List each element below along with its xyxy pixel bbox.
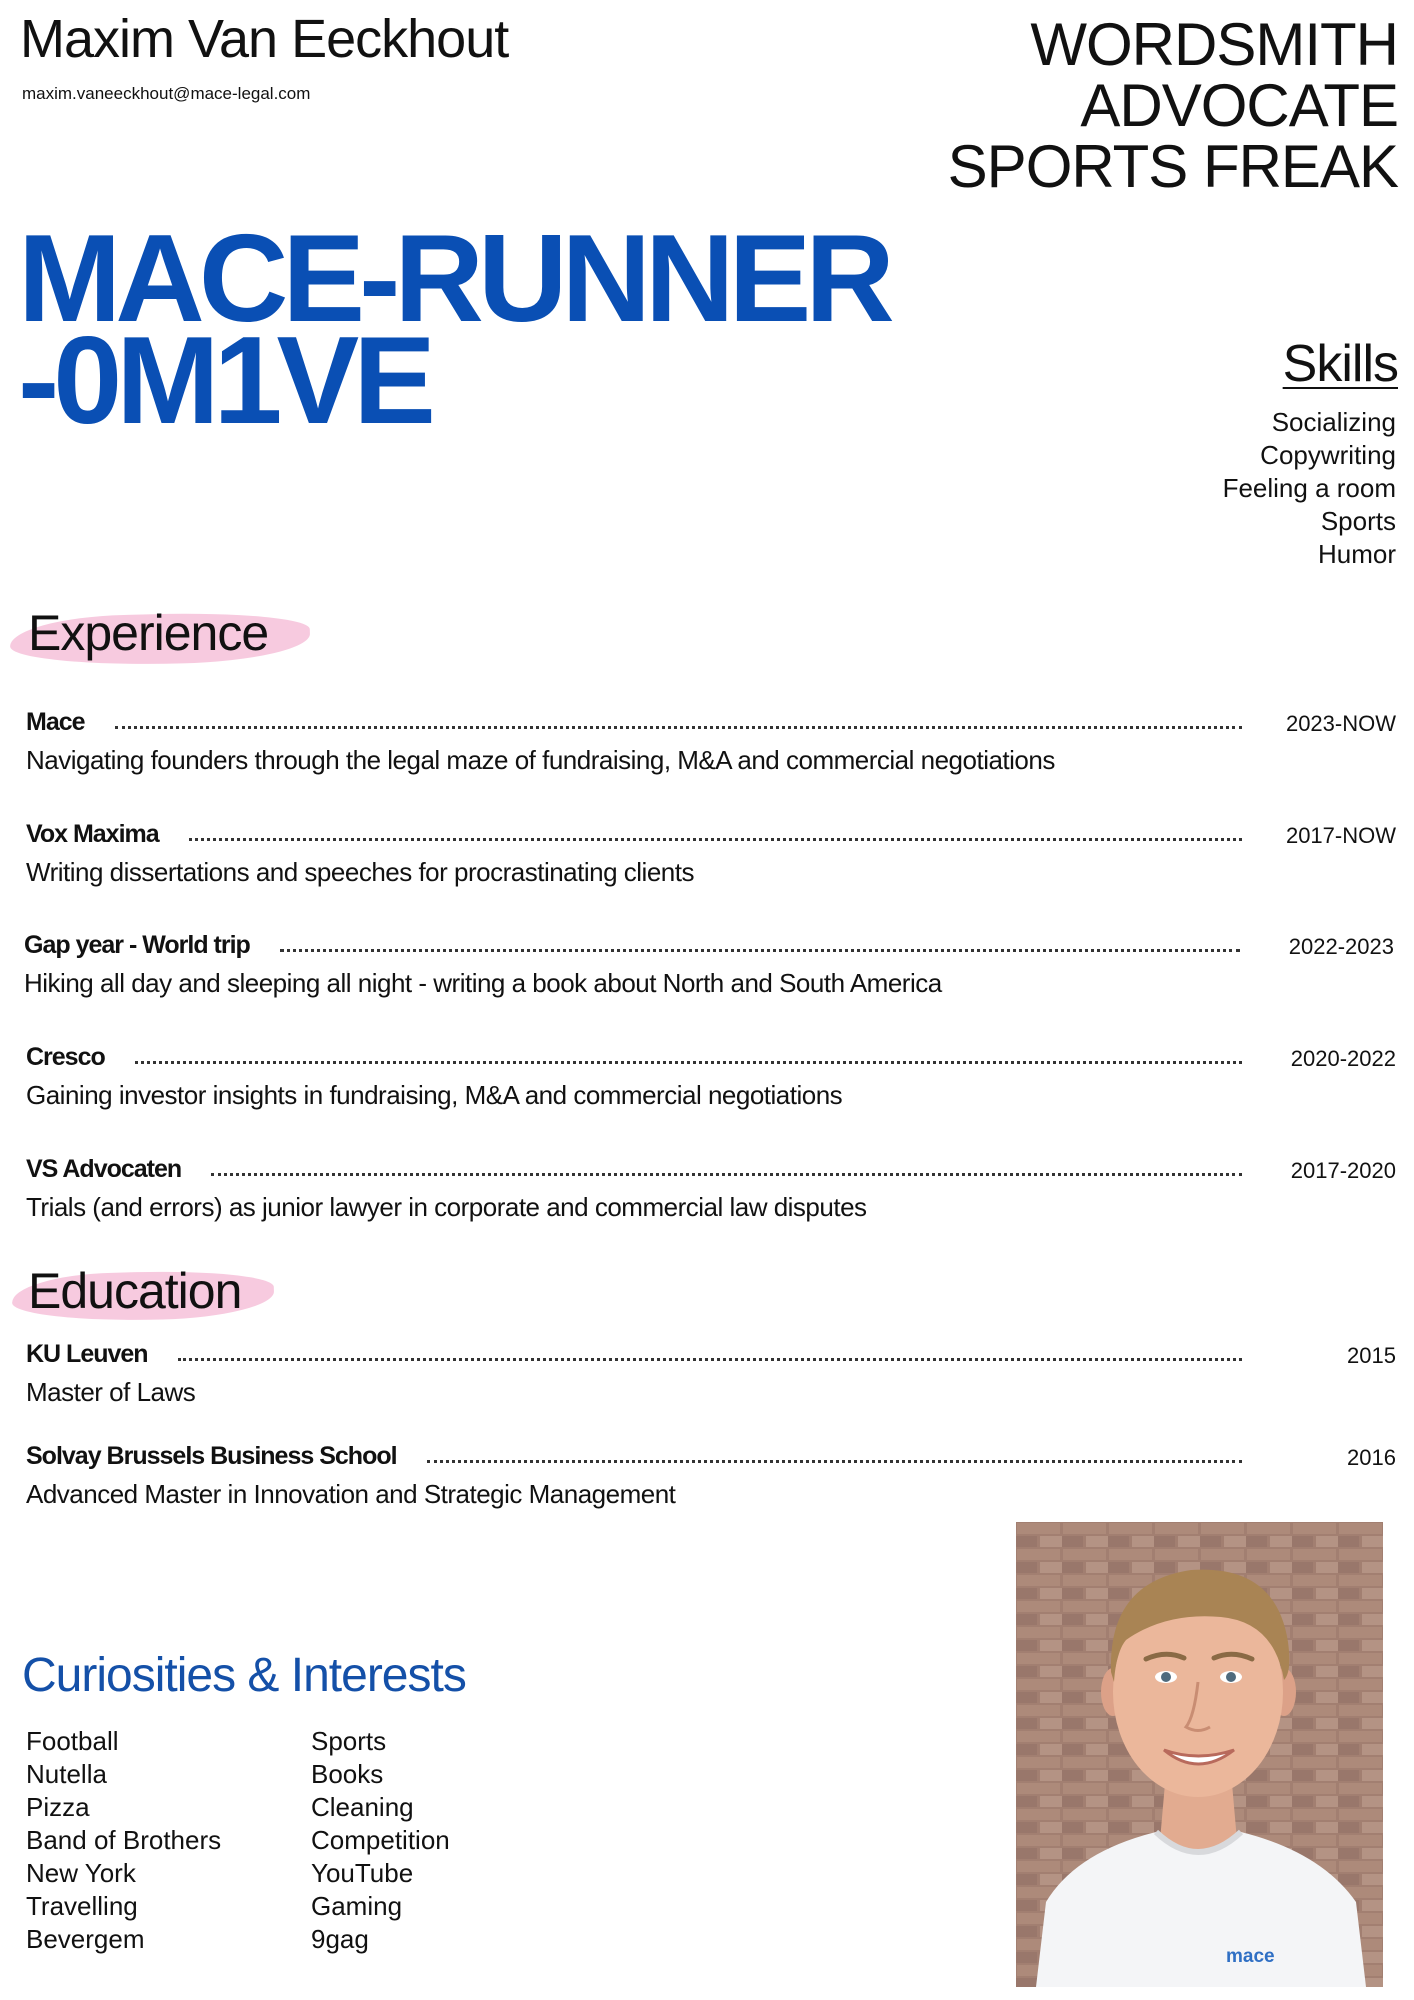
interests-column-1 [26,1725,221,1956]
page-title [18,210,889,450]
entry-description: Hiking all day and sleeping all night - writing a book about North and South America [24,968,942,998]
entry-description: Trials (and errors) as junior lawyer in corporate and commercial law disputes [26,1192,867,1222]
entry-organization: Vox Maxima [26,820,159,848]
experience-entry [26,1043,1396,1111]
experience-heading-text: Experience [28,605,269,661]
portrait-illustration [1016,1522,1383,1987]
interest-item: Sports [311,1726,387,1756]
interest-item: Gaming [311,1891,403,1921]
education-heading [28,1262,241,1320]
interest-item: Books [311,1759,384,1789]
dotted-leader [189,837,1242,841]
dotted-leader [178,1357,1242,1361]
interest-item: Bevergem [26,1924,145,1954]
tagline-line: SPORTS FREAK [947,133,1398,200]
education-entry [26,1442,1396,1510]
tagline-line: WORDSMITH [1030,11,1398,78]
experience-entry [26,1155,1396,1223]
interest-item: Nutella [26,1759,107,1789]
entry-organization: VS Advocaten [26,1155,182,1183]
education-entry [26,1340,1396,1408]
entry-description: Navigating founders through the legal maze of fundraising, M&A and commercial negotiations [26,745,1055,775]
entry-date: 2016 [1347,1445,1396,1470]
entry-organization: Cresco [26,1043,105,1071]
title-line-1: MACE-RUNNER [18,210,889,348]
interests-column-2 [311,1725,450,1956]
entry-description: Advanced Master in Innovation and Strategic Management [26,1479,676,1509]
skill-item: Socializing [1271,407,1396,437]
skill-item: Feeling a room [1222,473,1396,503]
entry-date: 2020-2022 [1290,1046,1396,1071]
interests-heading: Curiosities & Interests [22,1649,466,1702]
entry-organization: Mace [26,708,85,736]
entry-date: 2023-NOW [1285,711,1396,736]
experience-entry [26,820,1396,888]
interest-item: Band of Brothers [26,1825,222,1855]
dotted-leader [135,1060,1242,1064]
dotted-leader [211,1172,1242,1176]
entry-description: Master of Laws [26,1377,196,1407]
skills-heading: Skills [1282,335,1398,393]
shirt-logo: mace [1226,1946,1275,1967]
profile-photo [1016,1522,1383,1987]
dotted-leader [115,725,1242,729]
title-line-2: -0M1VE [18,312,430,450]
entry-date: 2017-2020 [1290,1158,1396,1183]
entry-date: 2017-NOW [1285,823,1396,848]
tagline-line: ADVOCATE [1080,72,1398,139]
entry-date: 2022-2023 [1288,934,1394,959]
interest-item: YouTube [311,1858,414,1888]
skill-item: Sports [1320,506,1396,536]
dotted-leader [280,948,1240,952]
interest-item: Pizza [26,1792,90,1822]
entry-description: Gaining investor insights in fundraising, M&A and commercial negotiations [26,1080,843,1110]
entry-date: 2015 [1347,1343,1396,1368]
skill-item: Copywriting [1260,440,1396,470]
interest-item: Competition [311,1825,450,1855]
experience-entry [26,708,1396,776]
entry-organization: KU Leuven [26,1340,148,1368]
interest-item: 9gag [311,1924,369,1954]
entry-organization: Gap year - World trip [24,931,250,959]
interest-item: Football [26,1726,119,1756]
dotted-leader [427,1459,1242,1463]
email-address[interactable]: maxim.vaneeckhout@mace-legal.com [22,84,311,103]
interest-item: New York [26,1858,136,1888]
candidate-name: Maxim Van Eeckhout [20,9,509,69]
entry-organization: Solvay Brussels Business School [26,1442,397,1470]
experience-heading [28,604,268,662]
skill-item: Humor [1317,539,1396,569]
education-heading-text: Education [28,1263,242,1319]
interest-item: Travelling [26,1891,138,1921]
tagline [947,11,1398,200]
entry-description: Writing dissertations and speeches for procrastinating clients [26,857,694,887]
interest-item: Cleaning [311,1792,414,1822]
experience-entry [24,931,1394,999]
skills-list [1223,406,1396,571]
